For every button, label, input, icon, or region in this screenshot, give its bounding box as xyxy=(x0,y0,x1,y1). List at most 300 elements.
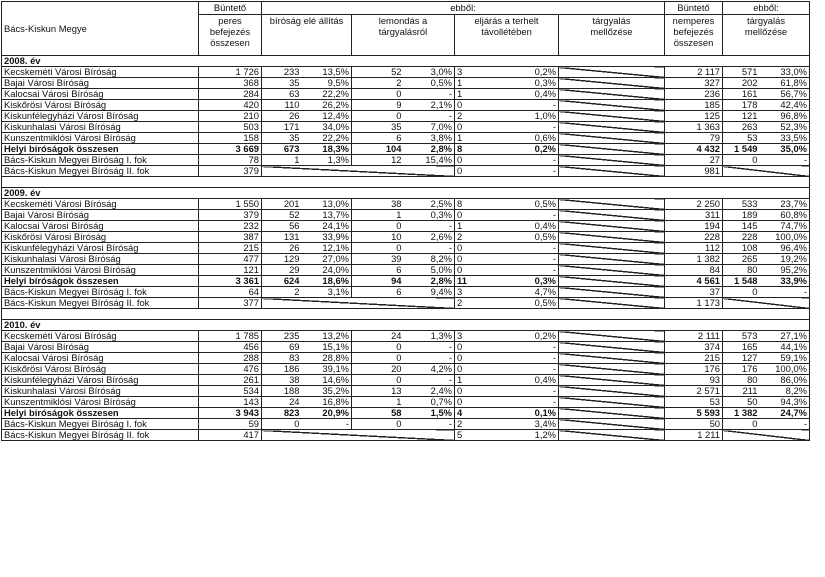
court-name: Kunszentmiklósi Városi Bíróság xyxy=(2,265,199,276)
court-name: Kiskőrösi Városi Bíróság xyxy=(2,232,199,243)
year-row-blank-cell xyxy=(404,188,455,199)
absence-percent: - xyxy=(510,210,559,221)
omit-not-applicable-cell xyxy=(559,232,665,243)
header-row-1 xyxy=(2,2,810,15)
absence-count: 8 xyxy=(455,199,510,210)
nonlit-total: 4 432 xyxy=(665,144,723,155)
table-row xyxy=(2,331,810,342)
waiver-count: 6 xyxy=(352,133,404,144)
year-row-blank-cell xyxy=(302,188,352,199)
waiver-count: 39 xyxy=(352,254,404,265)
court-header: bíróság elé állítás xyxy=(262,15,352,56)
absence-percent: 0,2% xyxy=(510,67,559,78)
year-row-blank-cell xyxy=(455,56,510,67)
absence-percent: 1,2% xyxy=(510,430,559,441)
court-percent: 27,0% xyxy=(302,254,352,265)
absence-percent: 0,5% xyxy=(510,232,559,243)
nonlit-total: 79 xyxy=(665,133,723,144)
nonlit-total: 125 xyxy=(665,111,723,122)
criminal-total: 3 361 xyxy=(199,276,262,287)
criminal-total: 503 xyxy=(199,122,262,133)
nonlit-total: 93 xyxy=(665,375,723,386)
court-name: Kunszentmiklósi Városi Bíróság xyxy=(2,133,199,144)
table-row xyxy=(2,386,810,397)
court-percent: 13,5% xyxy=(302,67,352,78)
court-count: 35 xyxy=(262,133,302,144)
omit2-percent: - xyxy=(760,155,810,166)
nonlit-total: 228 xyxy=(665,232,723,243)
court-count: 83 xyxy=(262,353,302,364)
omit2-percent: 94,3% xyxy=(760,397,810,408)
waiver-percent: 9,4% xyxy=(404,287,455,298)
absence-count: 0 xyxy=(455,254,510,265)
absence-percent: 0,4% xyxy=(510,375,559,386)
omit-not-applicable-cell xyxy=(559,111,665,122)
absence-count: 0 xyxy=(455,243,510,254)
spacer-cell xyxy=(455,177,510,188)
year-row-blank-cell xyxy=(559,188,665,199)
omit-not-applicable-cell xyxy=(559,243,665,254)
waiver-percent: 2,4% xyxy=(404,386,455,397)
absence-percent: 0,1% xyxy=(510,408,559,419)
spacer-cell xyxy=(352,309,404,320)
criminal-total: 387 xyxy=(199,232,262,243)
absence-count: 0 xyxy=(455,100,510,111)
spacer-cell xyxy=(302,309,352,320)
waiver-percent: 5,0% xyxy=(404,265,455,276)
court-name: Bács-Kiskun Megyei Bíróság II. fok xyxy=(2,430,199,441)
year-row-blank-cell xyxy=(559,320,665,331)
court-count: 63 xyxy=(262,89,302,100)
spacer-cell xyxy=(2,309,199,320)
omit2-percent: 33,0% xyxy=(760,67,810,78)
court-name: Bács-Kiskun Megyei Bíróság II. fok xyxy=(2,298,199,309)
criminal-total: 288 xyxy=(199,353,262,364)
waiver-count: 12 xyxy=(352,155,404,166)
absence-header xyxy=(455,15,559,56)
absence-percent: 4,7% xyxy=(510,287,559,298)
court-count: 29 xyxy=(262,265,302,276)
waiver-count: 6 xyxy=(352,287,404,298)
nonlit-total: 1 382 xyxy=(665,254,723,265)
criminal-total: 158 xyxy=(199,133,262,144)
court-percent: 3,1% xyxy=(302,287,352,298)
table-row xyxy=(2,221,810,232)
table-row xyxy=(2,254,810,265)
absence-percent: - xyxy=(510,254,559,265)
omit-not-applicable-cell xyxy=(559,155,665,166)
omit2-percent: 100,0% xyxy=(760,232,810,243)
year-row-blank-cell xyxy=(760,56,810,67)
table-row xyxy=(2,419,810,430)
court-count: 26 xyxy=(262,243,302,254)
absence-count: 4 xyxy=(455,408,510,419)
omit-not-applicable-cell xyxy=(559,353,665,364)
waiver-percent: - xyxy=(404,221,455,232)
omit-not-applicable-cell xyxy=(559,386,665,397)
omit2-count: 573 xyxy=(723,331,760,342)
year-row-blank-cell xyxy=(352,320,404,331)
court-percent: 12,4% xyxy=(302,111,352,122)
table-row xyxy=(2,265,810,276)
court-name: Kecskeméti Városi Bíróság xyxy=(2,199,199,210)
absence-percent: 1,0% xyxy=(510,111,559,122)
waiver-percent: 0,7% xyxy=(404,397,455,408)
omit2-count: 1 548 xyxy=(723,276,760,287)
nonlit-total: 1 363 xyxy=(665,122,723,133)
absence-percent: 0,4% xyxy=(510,221,559,232)
omit2-percent: 24,7% xyxy=(760,408,810,419)
year-label: 2008. év xyxy=(2,56,199,67)
criminal-header-line-4: összesen xyxy=(210,37,250,48)
table-row xyxy=(2,342,810,353)
waiver-count: 0 xyxy=(352,419,404,430)
omit-not-applicable-cell xyxy=(559,287,665,298)
year-row-blank-cell xyxy=(723,188,760,199)
waiver-percent: - xyxy=(404,342,455,353)
year-header-row xyxy=(2,188,810,199)
criminal-total: 417 xyxy=(199,430,262,441)
waiver-count: 24 xyxy=(352,331,404,342)
absence-count: 2 xyxy=(455,298,510,309)
court-statistics-table xyxy=(1,1,810,441)
court-percent: 22,2% xyxy=(302,133,352,144)
year-label: 2009. év xyxy=(2,188,199,199)
omit2-percent: 44,1% xyxy=(760,342,810,353)
absence-percent: 0,5% xyxy=(510,298,559,309)
waiver-count: 0 xyxy=(352,221,404,232)
waiver-count: 0 xyxy=(352,243,404,254)
year-row-blank-cell xyxy=(665,56,723,67)
court-count: 0 xyxy=(262,419,302,430)
waiver-count: 6 xyxy=(352,265,404,276)
year-row-blank-cell xyxy=(404,320,455,331)
spacer-cell xyxy=(352,177,404,188)
absence-count: 0 xyxy=(455,386,510,397)
year-header-row xyxy=(2,56,810,67)
omit-not-applicable-cell xyxy=(559,298,665,309)
omit-not-applicable-cell xyxy=(559,144,665,155)
court-name: Kecskeméti Városi Bíróság xyxy=(2,67,199,78)
omit2-count: 211 xyxy=(723,386,760,397)
omit2-not-applicable-cell xyxy=(723,166,810,177)
nonlit-total: 176 xyxy=(665,364,723,375)
absence-percent: 0,5% xyxy=(510,199,559,210)
waiver-percent: 3,0% xyxy=(404,67,455,78)
year-row-blank-cell xyxy=(723,56,760,67)
waiver-count: 0 xyxy=(352,89,404,100)
absence-count: 11 xyxy=(455,276,510,287)
omit2-percent: 59,1% xyxy=(760,353,810,364)
waiver-percent: - xyxy=(404,243,455,254)
court-count: 823 xyxy=(262,408,302,419)
year-label: 2010. év xyxy=(2,320,199,331)
omit2-count: 165 xyxy=(723,342,760,353)
year-row-blank-cell xyxy=(262,56,302,67)
absence-percent: 0,3% xyxy=(510,276,559,287)
spacer-cell xyxy=(2,177,199,188)
court-name: Kiskunhalasi Városi Bíróság xyxy=(2,122,199,133)
court-percent: 16,8% xyxy=(302,397,352,408)
spacer-cell xyxy=(723,309,760,320)
criminal-total: 210 xyxy=(199,111,262,122)
court-name: Kiskunfélegyházi Városi Bíróság xyxy=(2,111,199,122)
omit2-percent: 100,0% xyxy=(760,364,810,375)
court-count: 110 xyxy=(262,100,302,111)
year-row-blank-cell xyxy=(760,188,810,199)
omit2-count: 0 xyxy=(723,155,760,166)
omit2-count: 265 xyxy=(723,254,760,265)
omit2-percent: 23,7% xyxy=(760,199,810,210)
waiver-count: 104 xyxy=(352,144,404,155)
absence-percent: - xyxy=(510,155,559,166)
waiver-count: 10 xyxy=(352,232,404,243)
omit2-percent: 61,8% xyxy=(760,78,810,89)
criminal-total: 1 785 xyxy=(199,331,262,342)
court-percent: 26,2% xyxy=(302,100,352,111)
court-count: 38 xyxy=(262,375,302,386)
omit-not-applicable-cell xyxy=(559,364,665,375)
nonlit-total: 236 xyxy=(665,89,723,100)
absence-count: 3 xyxy=(455,331,510,342)
absence-count: 0 xyxy=(455,364,510,375)
absence-percent: 0,6% xyxy=(510,133,559,144)
spacer-cell xyxy=(199,309,262,320)
waiver-header xyxy=(352,15,455,56)
spacer-cell xyxy=(665,177,723,188)
table-row xyxy=(2,243,810,254)
criminal-total: 232 xyxy=(199,221,262,232)
spacer-cell xyxy=(559,309,665,320)
absence-count: 0 xyxy=(455,342,510,353)
court-percent: 18,6% xyxy=(302,276,352,287)
omit2-count: 0 xyxy=(723,419,760,430)
absence-count: 8 xyxy=(455,144,510,155)
court-name: Kiskunfélegyházi Városi Bíróság xyxy=(2,375,199,386)
absence-header-line-1: eljárás a terhelt xyxy=(474,15,539,26)
omit-not-applicable-cell xyxy=(559,419,665,430)
nonlit-total: 2 250 xyxy=(665,199,723,210)
omit-not-applicable-cell xyxy=(559,342,665,353)
absence-count: 0 xyxy=(455,166,510,177)
nonlit-total: 53 xyxy=(665,397,723,408)
waiver-percent: - xyxy=(404,419,455,430)
table-row xyxy=(2,397,810,408)
court-percent: 39,1% xyxy=(302,364,352,375)
waiver-percent: 15,4% xyxy=(404,155,455,166)
criminal-header-line-1: Büntető xyxy=(199,2,262,15)
absence-count: 0 xyxy=(455,210,510,221)
year-row-blank-cell xyxy=(455,320,510,331)
court-percent: 24,1% xyxy=(302,221,352,232)
criminal-total: 368 xyxy=(199,78,262,89)
court-percent: 13,0% xyxy=(302,199,352,210)
criminal-total: 143 xyxy=(199,397,262,408)
criminal-total: 420 xyxy=(199,100,262,111)
omit2-percent: 96,4% xyxy=(760,243,810,254)
omit2-header-line-2: mellőzése xyxy=(744,26,788,37)
criminal-total: 456 xyxy=(199,342,262,353)
court-percent: - xyxy=(302,419,352,430)
omit-header-line-1: tárgyalás xyxy=(592,15,631,26)
nonlit-total: 112 xyxy=(665,243,723,254)
nonlit-header-rest xyxy=(665,15,723,56)
criminal-total: 215 xyxy=(199,243,262,254)
waiver-percent: 2,1% xyxy=(404,100,455,111)
court-percent: 35,2% xyxy=(302,386,352,397)
court-percent: 28,8% xyxy=(302,353,352,364)
court-name: Kalocsai Városi Bíróság xyxy=(2,89,199,100)
criminal-total: 261 xyxy=(199,375,262,386)
court-name: Bács-Kiskun Megyei Bíróság I. fok xyxy=(2,419,199,430)
omit-not-applicable-cell xyxy=(559,430,665,441)
omit-not-applicable-cell xyxy=(559,397,665,408)
nonlit-header-line-3: befejezés xyxy=(673,26,714,37)
court-percent: 13,2% xyxy=(302,331,352,342)
spacer-cell xyxy=(760,177,810,188)
omit2-count: 121 xyxy=(723,111,760,122)
waiver-percent: 8,2% xyxy=(404,254,455,265)
spacer-cell xyxy=(510,177,559,188)
absence-count: 0 xyxy=(455,397,510,408)
omit2-count: 50 xyxy=(723,397,760,408)
table-row xyxy=(2,430,810,441)
criminal-total: 3 669 xyxy=(199,144,262,155)
omit-not-applicable-cell xyxy=(559,166,665,177)
court-percent: 14,6% xyxy=(302,375,352,386)
omit2-count: 202 xyxy=(723,78,760,89)
year-header-row xyxy=(2,320,810,331)
omit2-not-applicable-cell xyxy=(723,430,810,441)
omit2-percent: 35,0% xyxy=(760,144,810,155)
waiver-count: 1 xyxy=(352,210,404,221)
omit2-count: 53 xyxy=(723,133,760,144)
omit2-count: 571 xyxy=(723,67,760,78)
absence-count: 0 xyxy=(455,353,510,364)
omit2-percent: 96,8% xyxy=(760,111,810,122)
criminal-header-line-3: befejezés xyxy=(209,26,251,37)
nonlit-total: 215 xyxy=(665,353,723,364)
criminal-total: 1 726 xyxy=(199,67,262,78)
waiver-count: 0 xyxy=(352,375,404,386)
criminal-total: 284 xyxy=(199,89,262,100)
absence-count: 1 xyxy=(455,78,510,89)
court-name: Kiskunhalasi Városi Bíróság xyxy=(2,386,199,397)
year-row-blank-cell xyxy=(455,188,510,199)
nonlit-total: 84 xyxy=(665,265,723,276)
criminal-total: 3 943 xyxy=(199,408,262,419)
waiver-percent: 2,8% xyxy=(404,144,455,155)
nonlit-total: 37 xyxy=(665,287,723,298)
waiver-percent: 2,8% xyxy=(404,276,455,287)
ebbol-header: ebből: xyxy=(262,2,665,15)
court-name: Kiskunhalasi Városi Bíróság xyxy=(2,254,199,265)
omit2-not-applicable-cell xyxy=(723,298,810,309)
table-row xyxy=(2,155,810,166)
omit-not-applicable-cell xyxy=(559,122,665,133)
spacer-cell xyxy=(559,177,665,188)
omit2-count: 263 xyxy=(723,122,760,133)
omit2-header xyxy=(723,15,810,56)
table-row xyxy=(2,353,810,364)
omit2-percent: - xyxy=(760,287,810,298)
waiver-percent: 1,5% xyxy=(404,408,455,419)
omit2-percent: 60,8% xyxy=(760,210,810,221)
omit2-percent: 56,7% xyxy=(760,89,810,100)
absence-count: 3 xyxy=(455,287,510,298)
omit2-percent: 86,0% xyxy=(760,375,810,386)
omit2-percent: 95,2% xyxy=(760,265,810,276)
court-name: Kalocsai Városi Bíróság xyxy=(2,353,199,364)
omit-not-applicable-cell xyxy=(559,221,665,232)
criminal-total: 379 xyxy=(199,166,262,177)
table-row xyxy=(2,166,810,177)
nonlit-total: 5 593 xyxy=(665,408,723,419)
ebbol-header-2: ebből: xyxy=(723,2,810,15)
waiver-count: 20 xyxy=(352,364,404,375)
omit-not-applicable-cell xyxy=(559,89,665,100)
nonlit-total: 2 117 xyxy=(665,67,723,78)
nonlit-header-line-2: nemperes xyxy=(672,15,715,26)
court-name: Kiskőrösi Városi Bíróság xyxy=(2,364,199,375)
omit-header xyxy=(559,15,665,56)
year-row-blank-cell xyxy=(199,56,262,67)
absence-count: 0 xyxy=(455,155,510,166)
omit2-count: 127 xyxy=(723,353,760,364)
table-row xyxy=(2,111,810,122)
absence-percent: - xyxy=(510,122,559,133)
criminal-total: 377 xyxy=(199,298,262,309)
court-name: Bács-Kiskun Megyei Bíróság I. fok xyxy=(2,155,199,166)
absence-count: 1 xyxy=(455,133,510,144)
absence-header-line-2: távollétében xyxy=(481,26,532,37)
omit-not-applicable-cell xyxy=(559,210,665,221)
court-name: Bajai Városi Bíróság xyxy=(2,78,199,89)
court-count: 131 xyxy=(262,232,302,243)
criminal-total: 78 xyxy=(199,155,262,166)
not-applicable-cell xyxy=(262,166,455,177)
table-row xyxy=(2,276,810,287)
not-applicable-cell xyxy=(262,298,455,309)
waiver-count: 38 xyxy=(352,199,404,210)
nonlit-total: 1 173 xyxy=(665,298,723,309)
year-row-blank-cell xyxy=(510,56,559,67)
waiver-percent: - xyxy=(404,353,455,364)
waiver-percent: 2,5% xyxy=(404,199,455,210)
waiver-percent: - xyxy=(404,111,455,122)
table-row xyxy=(2,144,810,155)
omit-not-applicable-cell xyxy=(559,78,665,89)
spacer-cell xyxy=(199,177,262,188)
nonlit-total: 27 xyxy=(665,155,723,166)
court-percent: 15,1% xyxy=(302,342,352,353)
court-count: 673 xyxy=(262,144,302,155)
absence-count: 2 xyxy=(455,232,510,243)
year-row-blank-cell xyxy=(262,320,302,331)
absence-percent: 0,3% xyxy=(510,78,559,89)
absence-count: 0 xyxy=(455,265,510,276)
waiver-header-line-2: tárgyalásról xyxy=(378,26,428,37)
absence-percent: - xyxy=(510,397,559,408)
absence-percent: 3,4% xyxy=(510,419,559,430)
county-header: Bács-Kiskun Megye xyxy=(2,2,199,56)
nonlit-header-line-1: Büntető xyxy=(665,2,723,15)
omit-not-applicable-cell xyxy=(559,408,665,419)
omit-not-applicable-cell xyxy=(559,133,665,144)
spacer-row xyxy=(2,177,810,188)
court-count: 52 xyxy=(262,210,302,221)
absence-percent: 0,2% xyxy=(510,331,559,342)
